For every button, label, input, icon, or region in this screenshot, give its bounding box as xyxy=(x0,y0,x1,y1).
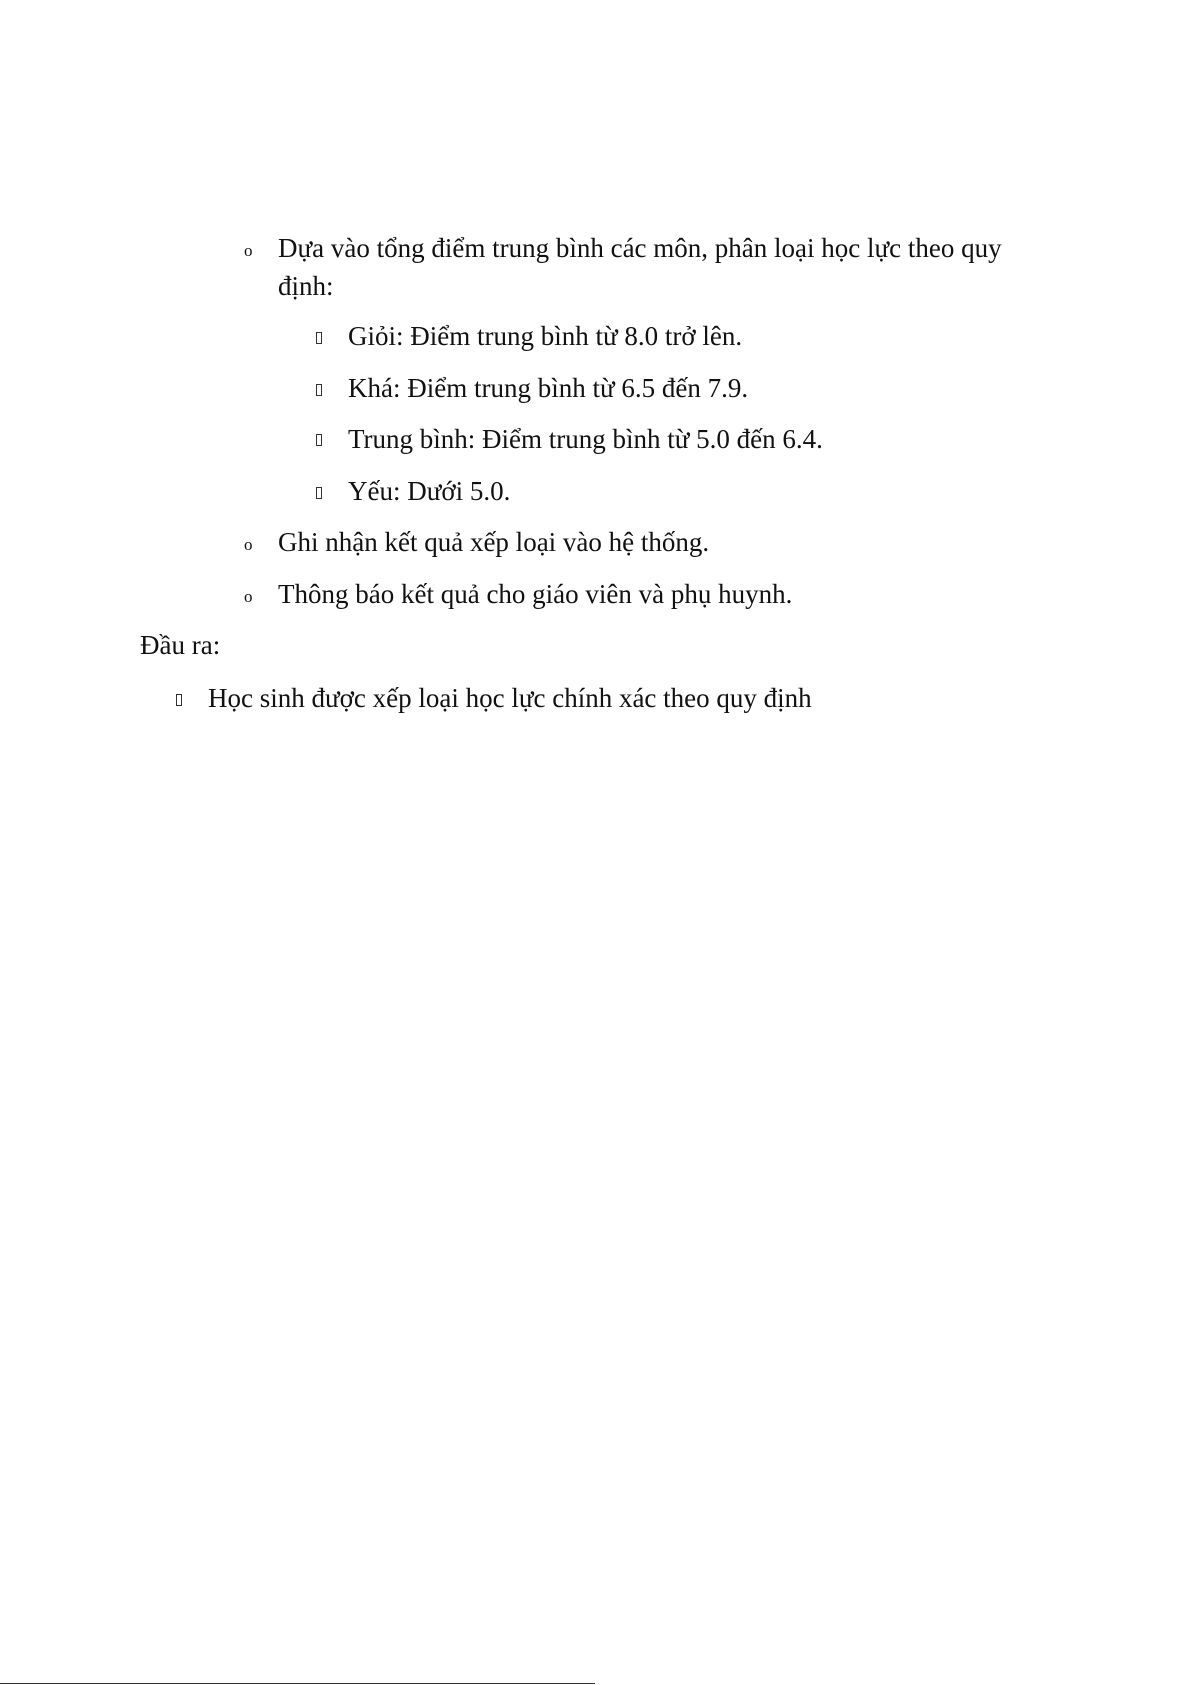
list-item-text: Thông báo kết quả cho giáo viên và phụ huynh. xyxy=(278,579,793,609)
grade-criteria-item: Trung bình: Điểm trung bình từ 5.0 đến 6.4. xyxy=(348,424,823,454)
output-heading: Đầu ra: xyxy=(140,630,221,660)
list-bullet-square xyxy=(176,694,182,706)
list-bullet-circle: o xyxy=(244,241,253,260)
list-bullet-square xyxy=(316,487,322,499)
list-item-text-continuation: định: xyxy=(278,271,334,301)
list-bullet-circle: o xyxy=(244,587,253,606)
list-bullet-square xyxy=(316,434,322,446)
list-item-text: Ghi nhận kết quả xếp loại vào hệ thống. xyxy=(278,527,710,557)
grade-criteria-item: Giỏi: Điểm trung bình từ 8.0 trở lên. xyxy=(348,321,743,351)
list-bullet-square xyxy=(316,384,322,396)
grade-criteria-item: Khá: Điểm trung bình từ 6.5 đến 7.9. xyxy=(348,373,749,403)
list-bullet-circle: o xyxy=(244,535,253,554)
list-bullet-square xyxy=(316,332,322,344)
grade-criteria-item: Yếu: Dưới 5.0. xyxy=(348,476,511,506)
output-item: Học sinh được xếp loại học lực chính xác theo quy định xyxy=(208,683,812,713)
list-item-text: Dựa vào tổng điểm trung bình các môn, phân loại học lực theo quy xyxy=(278,233,1002,263)
footer-divider xyxy=(0,1683,595,1684)
